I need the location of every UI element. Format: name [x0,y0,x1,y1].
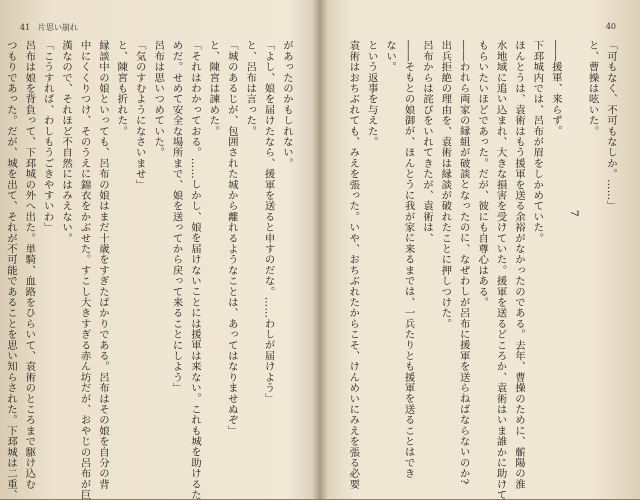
text-line: 下邳城内では、呂布が眉をしかめていた。 [531,40,544,244]
text-line: ――そもとの娘御が、ほんとうに我が家に来るまでは、一兵たりとも援軍を送ることはでき [402,40,415,479]
text-line: 「こうすれば、わしもうごきやすいわ」 [41,40,54,233]
right-page-header [606,22,616,31]
text-line: ほんとうは、袁術はもう援軍を送る余裕がなかったのである。去年、曹操のために、蘄陽の淮 [512,40,525,490]
text-line: と、曹操は呟いた。 [586,40,599,137]
text-line: もらいたいほどであった。だが、彼にも自尊心はある。 [476,40,489,308]
text-line: 「気のすむようになさいませ」 [133,40,146,190]
left-page [0,0,318,499]
right-page [322,0,640,499]
text-line: ――われら両家の縁組が破談となったのに、なぜわしが呂布に援軍を送らねばならないのか? [457,40,470,485]
text-line: 中にくくりつけ、そのうえに錦衣をかぶせた。すこし大きすぎる赤ん坊だが、おやじの呂布が巨 [78,40,91,500]
right-page-number: 40 [605,22,616,31]
text-line: 「それはわかっておる。……しかし、娘を届けないことには援軍は来ない。これも城を助けるた [188,40,201,500]
text-line: つもりであった。だが、城を出て、それが不可能であることを思い知らされた。下邳城は二重、 [4,40,17,500]
text-line: 「可もなく、不可もなしか。……」 [605,40,617,212]
text-line: 漢なので、それほど不自然にはみえない。 [60,40,73,244]
text-line: という返事を与えた。 [365,40,378,147]
left-page-header [20,22,78,33]
text-line: 「よし、娘を届けたなら、援軍を送ると申すのだな。……わしが届けよう」 [262,40,275,404]
text-line: 水地域に追い込まれ、大きな損害を受けていた。援軍を送るどころか、袁術はいま誰かに助けて [494,40,507,500]
text-line: 「城のあるじが、包囲された城から離れるようなことは、あってはなりませぬぞ」 [225,40,238,436]
text-line: めだ。せめて安全な場所まで、娘を送ってから戻って来ることにしよう」 [170,40,183,394]
right-page-body [344,40,620,500]
text-line: 呂布からは詫びをいれてきたが、袁術は、 [420,40,433,244]
text-line: があったのかもしれない。 [281,40,293,169]
text-line: ――援軍、来らず。 [549,40,562,137]
running-head: 片思い崩れ [37,23,78,32]
text-line: と、陳宮は諫めた。 [207,40,220,137]
text-line: と、陳宮も折れた。 [115,40,128,137]
text-line: 縁談中の娘といっても、呂布の娘はまだ十歳をすぎたばかりである。呂布はその娘を自分の背 [96,40,109,490]
text-line: 呂布は思いつめていた。 [152,40,165,158]
chapter-number: 7 [568,210,581,217]
text-line: 袁術はおちぶれても、みえを張った。いや、おちぶれたからこそ、けんめいにみえを張る必要 [347,40,360,490]
text-line: ない。 [384,40,397,73]
text-line: 出兵拒絶の理由を、袁術は縁談が破れたことに押しつけた。 [439,40,452,329]
left-page-body [0,40,296,500]
left-page-number: 41 [20,23,31,32]
text-line: と、呂布は言った。 [244,40,257,137]
text-line: 呂布は娘を背負って、下邳城の外へ出た。単騎、血路をひらいて、袁術のところまで駆け込む [23,40,36,490]
